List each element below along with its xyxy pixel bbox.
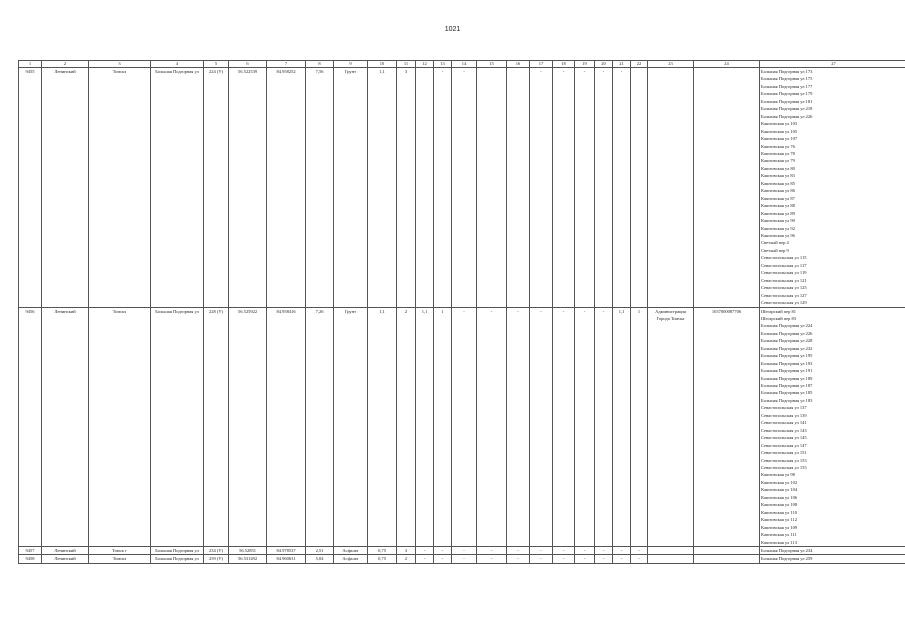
table-cell: 2 bbox=[397, 307, 416, 547]
table-cell: Большая Подгорная ул bbox=[151, 547, 204, 555]
address-item: Каштовская ул 86 bbox=[761, 188, 795, 194]
table-cell bbox=[416, 68, 434, 308]
table-cell: - bbox=[434, 547, 452, 555]
address-item: Каштовская ул 92 bbox=[761, 225, 795, 231]
column-header: 11 bbox=[397, 61, 416, 68]
table-cell bbox=[648, 555, 694, 563]
address-item: Севастопольская ул 115 bbox=[761, 255, 807, 261]
table-cell bbox=[477, 68, 507, 308]
table-cell: 2 bbox=[397, 555, 416, 563]
table-cell: 1 bbox=[631, 307, 648, 547]
address-item: Севастопольская ул 129 bbox=[761, 300, 807, 306]
table-cell: 84.960631 bbox=[267, 555, 306, 563]
address-list-cell bbox=[760, 307, 905, 547]
table-cell bbox=[648, 547, 694, 555]
address-item: Большая Подгорная ул 226 bbox=[761, 330, 813, 336]
table-cell: 56.531492 bbox=[229, 555, 267, 563]
table-cell: - bbox=[613, 547, 631, 555]
table-cell: - bbox=[575, 555, 595, 563]
table-cell: Томскэ bbox=[89, 307, 151, 547]
table-cell: - bbox=[477, 555, 507, 563]
table-cell: - bbox=[613, 555, 631, 563]
address-item: Большая Подгорная ул 193 bbox=[761, 360, 813, 366]
address-item: Каштовская ул 113 bbox=[761, 539, 797, 545]
table-cell: - bbox=[507, 555, 530, 563]
column-header: 27 bbox=[760, 61, 905, 68]
table-cell: Ленинский bbox=[42, 555, 89, 563]
address-item: Севастопольская ул 119 bbox=[761, 270, 807, 276]
column-header: 14 bbox=[452, 61, 477, 68]
address-item: Каштовская ул 88 bbox=[761, 203, 795, 209]
table-cell: Ленинский bbox=[42, 68, 89, 308]
table-cell: 9458 bbox=[19, 555, 42, 563]
address-item: Севастопольская ул 121 bbox=[761, 277, 807, 283]
table-cell: 2,51 bbox=[306, 547, 334, 555]
column-header: 21 bbox=[613, 61, 631, 68]
column-header: 12 bbox=[416, 61, 434, 68]
column-header: 4 bbox=[151, 61, 204, 68]
table-cell: Большая Подгорная ул bbox=[151, 555, 204, 563]
table-cell: 56.525922 bbox=[229, 307, 267, 547]
table-cell: - bbox=[416, 555, 434, 563]
address-item: Каштовская ул 83 bbox=[761, 173, 795, 179]
table-cell: 5,04 bbox=[306, 555, 334, 563]
address-item: Каштовская ул 112 bbox=[761, 517, 797, 523]
table-cell: - bbox=[530, 307, 553, 547]
column-header: 9 bbox=[334, 61, 368, 68]
column-header: 16 bbox=[507, 61, 530, 68]
address-item: Каштовская ул 80 bbox=[761, 165, 795, 171]
address-item: Большая Подгорная ул 195 bbox=[761, 353, 813, 359]
column-header: 7 bbox=[267, 61, 306, 68]
address-item: Севастопольская ул 139 bbox=[761, 412, 807, 418]
table-cell: 56.52851 bbox=[229, 547, 267, 555]
table-cell: - bbox=[530, 547, 553, 555]
address-item: Большая Подгорная ул 226 bbox=[761, 113, 813, 119]
table-cell: - bbox=[575, 68, 595, 308]
address-item: Большая Подгорная ул 189 bbox=[761, 375, 813, 381]
address-item: Севастопольская ул 155 bbox=[761, 465, 807, 471]
table-cell bbox=[694, 68, 760, 308]
table-cell: - bbox=[595, 68, 613, 308]
column-header: 2 bbox=[42, 61, 89, 68]
address-item: Севастопольская ул 125 bbox=[761, 285, 807, 291]
address-item: Шегарский пер 81 bbox=[761, 308, 797, 314]
table-cell: 1037000087706 bbox=[694, 307, 760, 547]
table-row bbox=[19, 68, 905, 308]
table-cell: 1,1 bbox=[613, 307, 631, 547]
address-item: Каштовская ул 98 bbox=[761, 472, 795, 478]
column-header: 15 bbox=[477, 61, 507, 68]
table-cell: - bbox=[553, 68, 575, 308]
address-list-cell bbox=[760, 555, 905, 563]
column-header: 20 bbox=[595, 61, 613, 68]
table-cell: Томскэ bbox=[89, 68, 151, 308]
address-item: Каштовская ул 106 bbox=[761, 494, 798, 500]
table-cell: - bbox=[452, 555, 477, 563]
table-cell: 1,1 bbox=[368, 307, 397, 547]
column-header: 19 bbox=[575, 61, 595, 68]
table-cell: 224 (У) bbox=[204, 68, 229, 308]
table-cell: Большая Подгорная ул bbox=[151, 307, 204, 547]
address-item: Большая Подгорная ул 224 bbox=[761, 323, 813, 329]
address-item: Каштовская ул 103 bbox=[761, 121, 798, 127]
column-header: 6 bbox=[229, 61, 267, 68]
address-item: Севастопольская ул 141 bbox=[761, 420, 807, 426]
table-cell: 9457 bbox=[19, 547, 42, 555]
address-item: Севастопольская ул 127 bbox=[761, 292, 807, 298]
table-cell: 228 (У) bbox=[204, 307, 229, 547]
address-item: Шегарский пер 83 bbox=[761, 315, 797, 321]
address-item: Севастопольская ул 147 bbox=[761, 442, 807, 448]
address-item: Севастопольская ул 117 bbox=[761, 262, 807, 268]
table-cell: - bbox=[595, 547, 613, 555]
address-item: Большая Подгорная ул 191 bbox=[761, 368, 813, 374]
table-cell: - bbox=[575, 307, 595, 547]
address-item: Большая Подгорная ул 185 bbox=[761, 390, 813, 396]
address-item: Каштовская ул 108 bbox=[761, 502, 798, 508]
table-cell: Ленинский bbox=[42, 307, 89, 547]
address-item: Каштовская ул 104 bbox=[761, 487, 798, 493]
address-item: Большая Подгорная ул 234 bbox=[761, 548, 813, 553]
table-cell: Администрация Города Томска bbox=[648, 307, 694, 547]
address-item: Каштовская ул 96 bbox=[761, 232, 795, 238]
address-item: Большая Подгорная ул 175 bbox=[761, 76, 813, 82]
column-header: 18 bbox=[553, 61, 575, 68]
address-item: Каштовская ул 90 bbox=[761, 218, 795, 224]
column-header: 17 bbox=[530, 61, 553, 68]
address-list-cell bbox=[760, 68, 905, 308]
column-header: 13 bbox=[434, 61, 452, 68]
address-item: Севастопольская ул 137 bbox=[761, 405, 807, 411]
table-cell: - bbox=[434, 68, 452, 308]
table-cell: - bbox=[575, 547, 595, 555]
address-item: Севастопольская ул 153 bbox=[761, 457, 807, 463]
column-header: 10 bbox=[368, 61, 397, 68]
address-item: Светлый пер 9 bbox=[761, 247, 789, 253]
table-cell: - bbox=[452, 307, 477, 547]
address-item: Большая Подгорная ул 177 bbox=[761, 83, 813, 89]
address-item: Большая Подгорная ул 179 bbox=[761, 91, 813, 97]
column-header: 24 bbox=[694, 61, 760, 68]
address-item: Каштовская ул 78 bbox=[761, 150, 795, 156]
table-cell: - bbox=[452, 547, 477, 555]
page-number: 1021 bbox=[444, 26, 461, 33]
address-item: Светлый пер 4 bbox=[761, 240, 789, 246]
address-item: Каштовская ул 110 bbox=[761, 509, 797, 515]
table-cell: 234 (У) bbox=[204, 547, 229, 555]
address-item: Севастопольская ул 151 bbox=[761, 450, 807, 456]
address-item: Каштовская ул 102 bbox=[761, 479, 798, 485]
table-cell bbox=[694, 547, 760, 555]
table-cell: 1 bbox=[434, 307, 452, 547]
table-cell: Ленинский bbox=[42, 547, 89, 555]
address-item: Каштовская ул 107 bbox=[761, 136, 798, 142]
address-item: Каштовская ул 105 bbox=[761, 128, 798, 134]
column-header: 22 bbox=[631, 61, 648, 68]
table-cell bbox=[694, 555, 760, 563]
table-cell: - bbox=[477, 307, 507, 547]
table-cell: 84.978537 bbox=[267, 547, 306, 555]
column-header: 23 bbox=[648, 61, 694, 68]
address-item: Каштовская ул 109 bbox=[761, 524, 798, 530]
table-cell: 3 bbox=[397, 547, 416, 555]
table-cell: 9456 bbox=[19, 307, 42, 547]
table-cell: - bbox=[416, 547, 434, 555]
address-item: Большая Подгорная ул 218 bbox=[761, 106, 813, 112]
table-cell: 259 (У) bbox=[204, 555, 229, 563]
address-item: Каштовская ул 87 bbox=[761, 195, 795, 201]
table-cell: 1,1 bbox=[368, 68, 397, 308]
table-cell: 7,56 bbox=[306, 68, 334, 308]
table-cell: Томск г bbox=[89, 547, 151, 555]
address-item: Каштовская ул 76 bbox=[761, 143, 795, 149]
address-item: Каштовская ул 85 bbox=[761, 180, 795, 186]
address-item: Каштовская ул 111 bbox=[761, 532, 797, 538]
table-cell: - bbox=[477, 547, 507, 555]
table-cell: 3 bbox=[397, 68, 416, 308]
table-cell: Большая Подгорная ул bbox=[151, 68, 204, 308]
table-cell: - bbox=[595, 307, 613, 547]
table-row bbox=[19, 547, 905, 555]
table-cell: 0,75 bbox=[368, 547, 397, 555]
address-item: Большая Подгорная ул 228 bbox=[761, 338, 813, 344]
table-cell: 84.958252 bbox=[267, 68, 306, 308]
table-cell: 84.958416 bbox=[267, 307, 306, 547]
address-item: Каштовская ул 89 bbox=[761, 210, 795, 216]
column-header: 1 bbox=[19, 61, 42, 68]
table-cell: 9455 bbox=[19, 68, 42, 308]
table-cell: - bbox=[631, 547, 648, 555]
table-cell: - bbox=[595, 555, 613, 563]
table-cell: - bbox=[452, 68, 477, 308]
address-item: Большая Подгорная ул 181 bbox=[761, 98, 813, 104]
table-cell: - bbox=[507, 307, 530, 547]
address-item: Севастопольская ул 145 bbox=[761, 435, 807, 441]
table-row bbox=[19, 555, 905, 563]
column-header: 5 bbox=[204, 61, 229, 68]
address-item: Большая Подгорная ул 183 bbox=[761, 397, 813, 403]
table-cell: - bbox=[553, 547, 575, 555]
table-cell: Асфальт bbox=[334, 547, 368, 555]
table-cell: - bbox=[553, 555, 575, 563]
table-cell bbox=[631, 68, 648, 308]
table-cell: 7,26 bbox=[306, 307, 334, 547]
column-header-row bbox=[19, 61, 905, 68]
table-cell: - bbox=[553, 307, 575, 547]
table-cell: - bbox=[530, 68, 553, 308]
table-cell bbox=[507, 68, 530, 308]
table-cell: 56.522539 bbox=[229, 68, 267, 308]
register-table bbox=[18, 60, 905, 564]
table-cell: 0,75 bbox=[368, 555, 397, 563]
table-cell: Грунт bbox=[334, 68, 368, 308]
table-cell: - bbox=[631, 555, 648, 563]
address-item: Севастопольская ул 143 bbox=[761, 427, 807, 433]
address-item: Большая Подгорная ул 173 bbox=[761, 69, 813, 74]
column-header: 3 bbox=[89, 61, 151, 68]
table-cell: 1,1 bbox=[416, 307, 434, 547]
table-cell: Асфальт bbox=[334, 555, 368, 563]
address-item: Большая Подгорная ул 232 bbox=[761, 345, 813, 351]
column-header: 8 bbox=[306, 61, 334, 68]
table-cell: Грунт bbox=[334, 307, 368, 547]
address-list-cell bbox=[760, 547, 905, 555]
table-cell: - bbox=[613, 68, 631, 308]
table-cell: - bbox=[530, 555, 553, 563]
table-row bbox=[19, 307, 905, 547]
table-cell: Томскэ bbox=[89, 555, 151, 563]
table-cell bbox=[648, 68, 694, 308]
table-cell: - bbox=[507, 547, 530, 555]
address-item: Большая Подгорная ул 259 bbox=[761, 556, 813, 562]
address-item: Каштовская ул 79 bbox=[761, 158, 795, 164]
address-item: Большая Подгорная ул 187 bbox=[761, 383, 813, 389]
table-cell: - bbox=[434, 555, 452, 563]
